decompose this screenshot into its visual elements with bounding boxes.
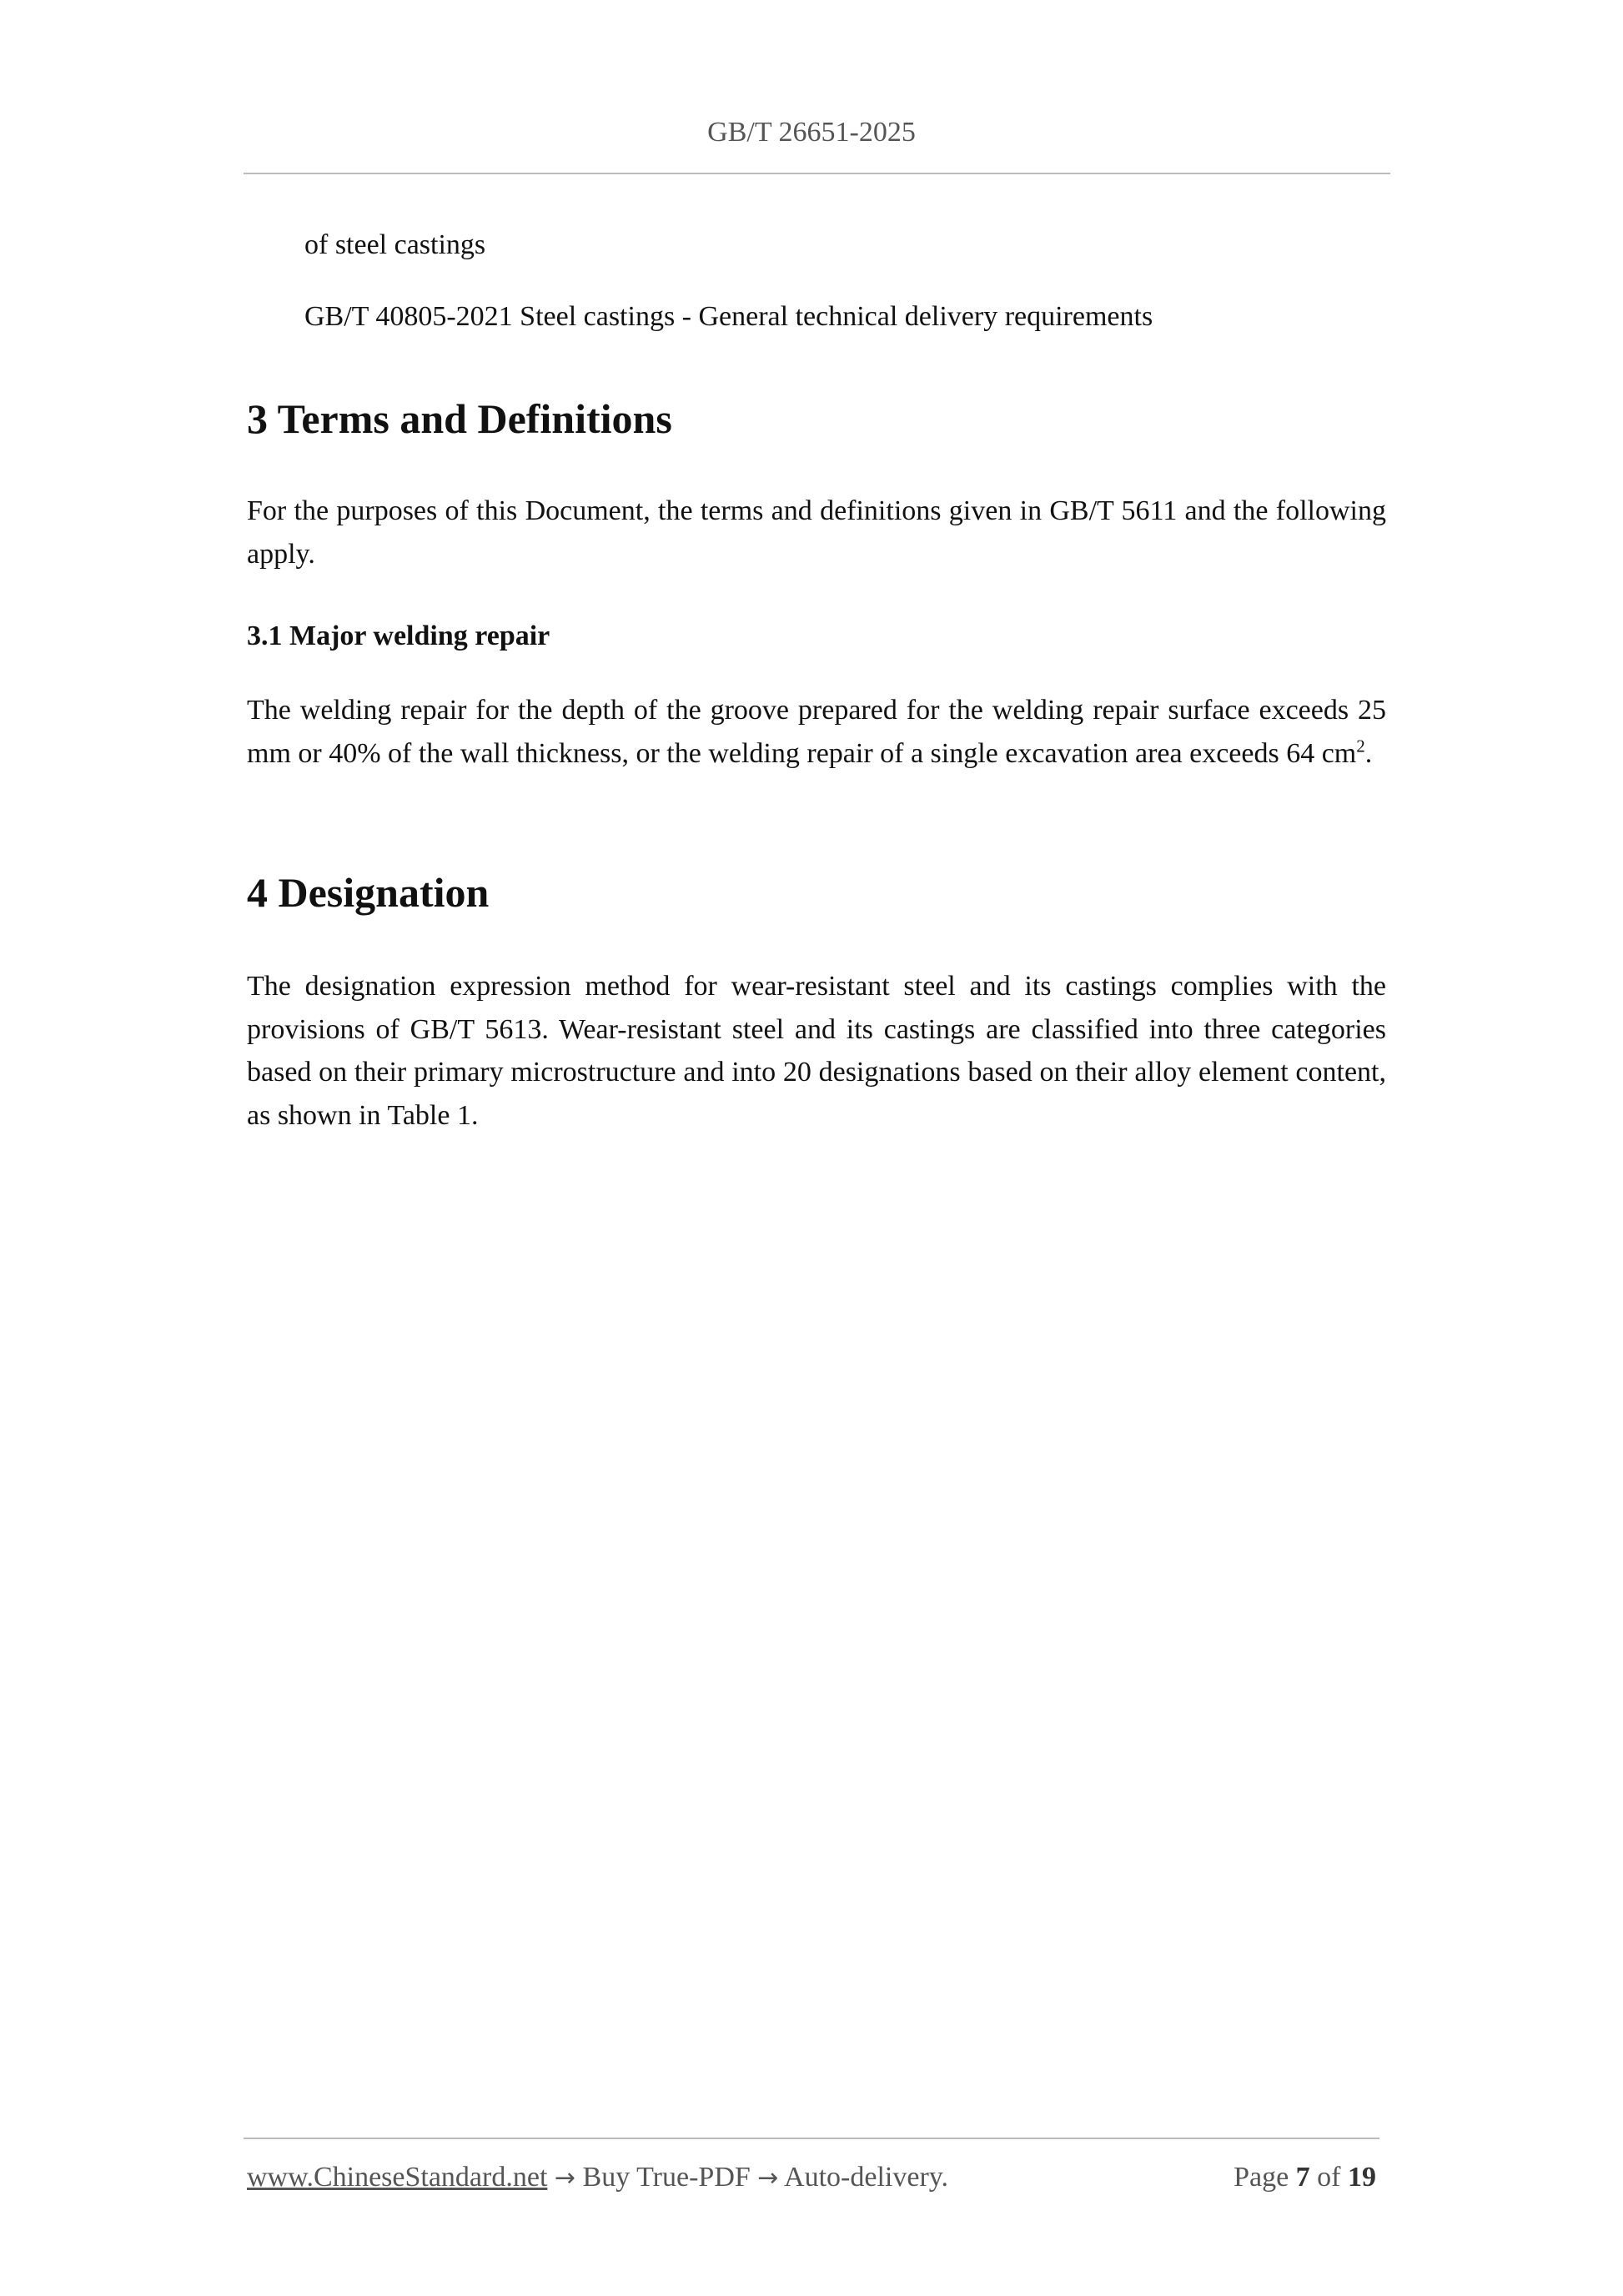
page-indicator <box>1201 2158 1376 2198</box>
buy-true-pdf-text: Buy True-PDF <box>582 2162 751 2193</box>
reference-continuation: of steel castings <box>304 229 486 260</box>
term-3-1-definition <box>247 689 1386 775</box>
unit-exponent: 2 <box>1356 736 1365 756</box>
footer-promo <box>247 2158 948 2198</box>
section-4-body: The designation expression method for wear-resistant steel and its castings complies with the provisions of GB/T 5613. Wear-resistant steel and its castings are classified into three categories based on their primary microstructure and into 20 designations based on their alloy element content, as shown in Table 1. <box>247 971 1386 1131</box>
page-label: Page <box>1234 2162 1289 2193</box>
header-divider <box>244 173 1390 174</box>
page-of-label: of <box>1317 2162 1341 2193</box>
term-3-1-definition-text: The welding repair for the depth of the groove prepared for the welding repair surface exceeds 25 mm or 40% of the wall thickness, or the welding repair of a single excavation area exceeds 64 cm <box>247 695 1386 769</box>
reference-gbt-40805: GB/T 40805-2021 Steel castings - General technical delivery requirements <box>304 301 1153 332</box>
page-current: 7 <box>1295 2162 1310 2193</box>
running-header-title: GB/T 26651-2025 <box>707 117 916 148</box>
chinesestandard-link[interactable]: www.ChineseStandard.net <box>247 2162 548 2193</box>
arrow-right-icon: → <box>554 2163 576 2193</box>
term-3-1-heading: 3.1 Major welding repair <box>247 620 550 651</box>
section-3-heading: 3 Terms and Definitions <box>247 395 672 442</box>
definition-end-punct: . <box>1364 737 1373 769</box>
footer-divider <box>244 2138 1379 2139</box>
auto-delivery-text: Auto-delivery. <box>784 2162 949 2193</box>
arrow-right-icon: → <box>757 2163 779 2193</box>
page-total: 19 <box>1348 2162 1376 2193</box>
section-3-intro: For the purposes of this Document, the terms and definitions given in GB/T 5611 and the following apply. <box>247 495 1386 570</box>
section-4-heading: 4 Designation <box>247 869 490 916</box>
